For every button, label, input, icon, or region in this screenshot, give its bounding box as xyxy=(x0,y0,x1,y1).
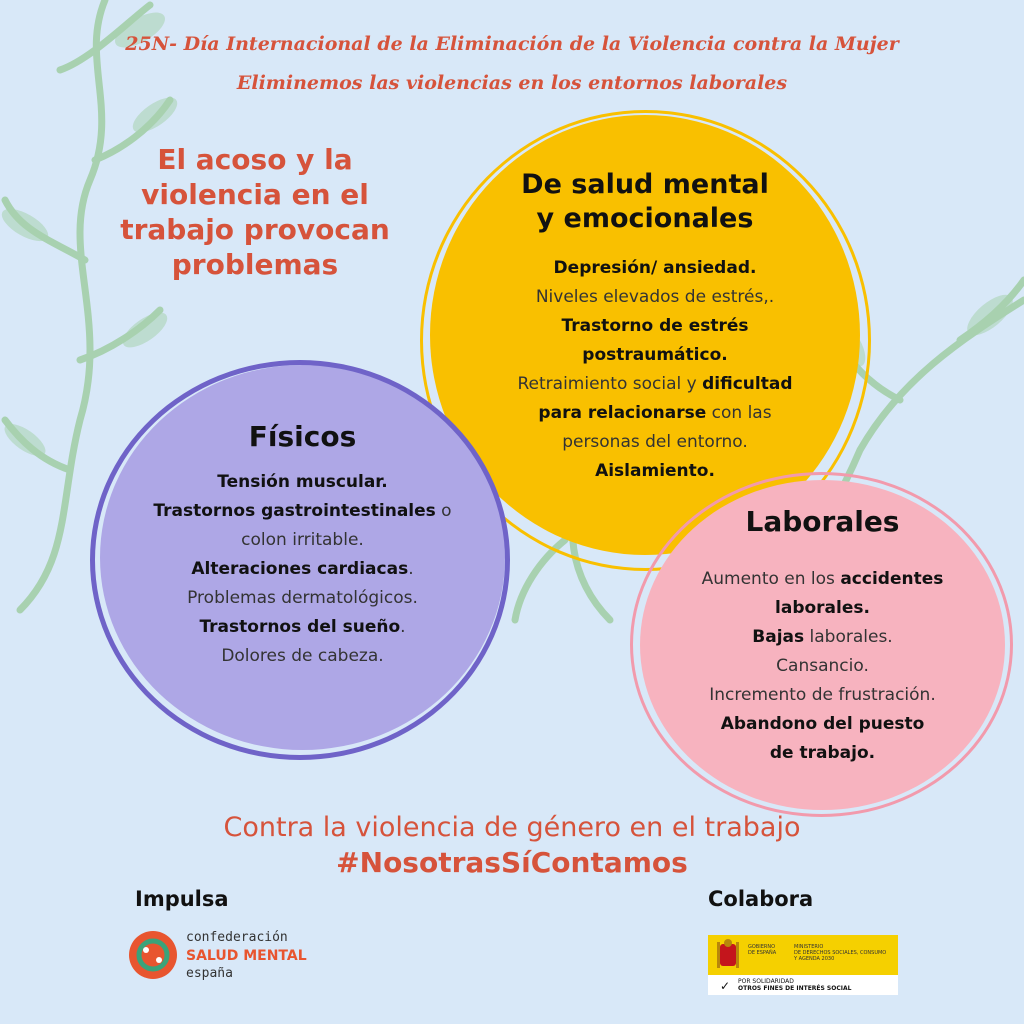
logo-text: OTROS FINES DE INTERÉS SOCIAL xyxy=(738,985,852,992)
logo-text: GOBIERNO xyxy=(748,944,776,950)
list-item: Tensión muscular. xyxy=(217,472,388,492)
checkmark-icon: ✓ xyxy=(720,979,731,993)
list-item: de trabajo. xyxy=(769,743,876,763)
impulsa-label: Impulsa xyxy=(135,887,229,911)
gobierno-text xyxy=(748,944,776,956)
mental-health-title xyxy=(440,168,850,236)
list-item: Trastorno de estrés xyxy=(561,316,749,336)
intro-line: El acoso y la xyxy=(157,143,353,176)
intro-line: problemas xyxy=(171,248,339,281)
solidaridad-text xyxy=(738,978,851,992)
colabora-label: Colabora xyxy=(708,887,814,911)
list-item: Trastornos del sueño xyxy=(199,617,401,637)
coat-of-arms-icon xyxy=(714,938,742,972)
physical-title: Físicos xyxy=(248,420,357,453)
list-item: . xyxy=(400,617,406,637)
header-title: 25N- Día Internacional de la Eliminación de la Violencia contra la Mujer xyxy=(125,33,899,55)
logo-text: Y AGENDA 2030 xyxy=(794,956,835,962)
list-item: Aumento en los xyxy=(701,569,841,589)
mental-health-title-line: De salud mental xyxy=(521,169,769,200)
header-subtitle: Eliminemos las violencias en los entornos laborales xyxy=(236,72,788,94)
list-item: . xyxy=(408,559,414,579)
list-item: laborales. xyxy=(804,627,893,647)
footer-hashtag: #NosotrasSíContamos xyxy=(336,846,688,879)
list-item: Aislamiento. xyxy=(595,461,715,481)
work-list xyxy=(640,565,1005,768)
list-item: Dolores de cabeza. xyxy=(221,646,384,666)
footer-slogan: Contra la violencia de género en el trabajo xyxy=(223,812,801,843)
list-item: Niveles elevados de estrés,. xyxy=(535,287,775,307)
list-item: Trastornos gastrointestinales xyxy=(153,501,436,521)
logo-text: MINISTERIO xyxy=(794,944,824,950)
list-item: personas del entorno. xyxy=(562,432,748,452)
list-item: Abandono del puesto xyxy=(720,714,925,734)
ministerio-logo xyxy=(708,935,898,995)
mental-health-title-line: y emocionales xyxy=(536,203,754,234)
list-item: colon irritable. xyxy=(241,530,364,550)
list-item: laborales. xyxy=(775,598,870,618)
intro-text xyxy=(95,142,415,282)
list-item: Bajas xyxy=(752,627,805,647)
confederacion-logo-icon xyxy=(128,930,178,980)
confederacion-logo xyxy=(128,928,318,988)
physical-list xyxy=(100,468,505,671)
list-item: Problemas dermatológicos. xyxy=(187,588,418,608)
work-title: Laborales xyxy=(745,505,900,538)
logo-text: POR SOLIDARIDAD xyxy=(738,978,794,985)
list-item: para relacionarse xyxy=(538,403,707,423)
logo-text: DE DERECHOS SOCIALES, CONSUMO xyxy=(794,950,887,956)
list-item: Incremento de frustración. xyxy=(709,685,936,705)
logo-text: confederación xyxy=(186,930,288,945)
list-item: accidentes xyxy=(840,569,944,589)
list-item: con las xyxy=(706,403,772,423)
logo-text: españa xyxy=(186,966,233,981)
list-item: Depresión/ ansiedad. xyxy=(553,258,757,278)
logo-text: SALUD MENTAL xyxy=(186,948,307,964)
list-item: postraumático. xyxy=(582,345,728,365)
list-item: o xyxy=(435,501,452,521)
list-item: Retraimiento social y xyxy=(517,374,703,394)
list-item: dificultad xyxy=(702,374,793,394)
list-item: Cansancio. xyxy=(776,656,869,676)
intro-line: trabajo provocan xyxy=(120,213,390,246)
ministerio-text xyxy=(794,944,886,962)
logo-text: DE ESPAÑA xyxy=(748,950,777,956)
list-item: Alteraciones cardiacas xyxy=(191,559,409,579)
intro-line: violencia en el xyxy=(141,178,369,211)
